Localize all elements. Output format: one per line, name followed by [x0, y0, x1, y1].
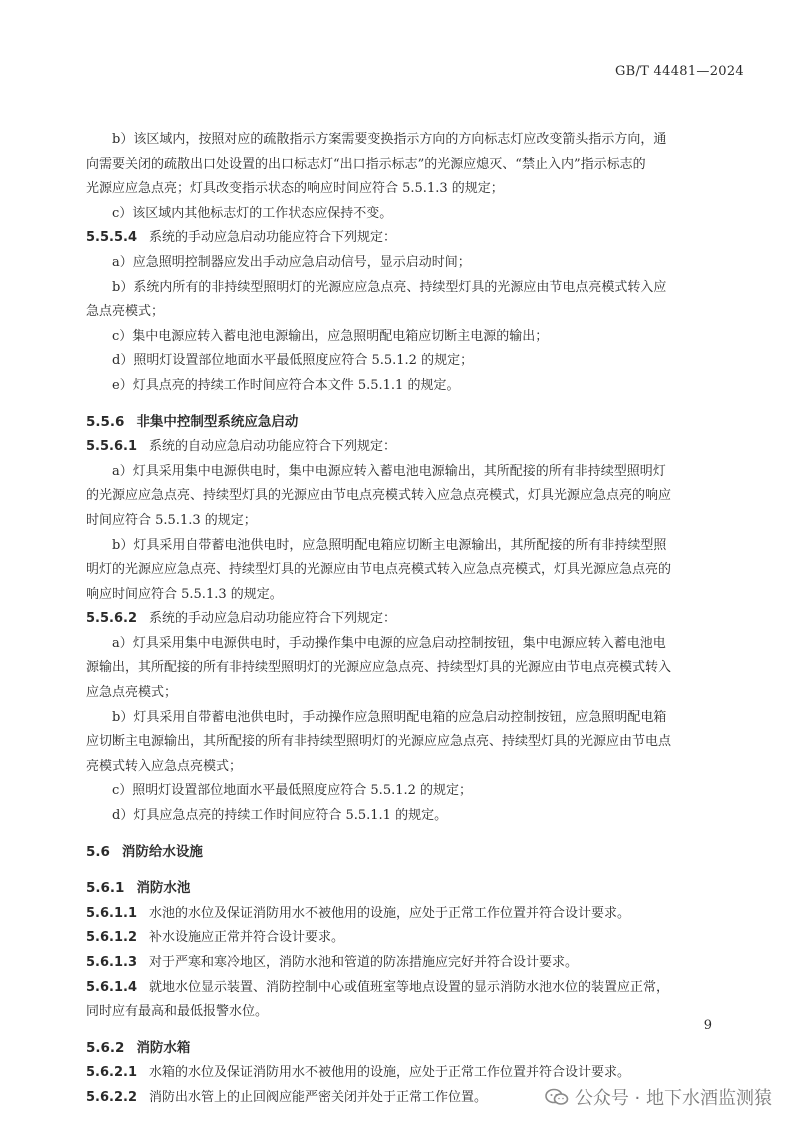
document-body	[86, 128, 738, 1111]
paragraph-line: c）照明灯设置部位地面水平最低照度应符合 5.5.1.2 的规定；	[112, 783, 473, 799]
paragraph-line: 急点亮模式；	[86, 304, 165, 320]
paragraph-line: 同时应有最高和最低报警水位。	[86, 1004, 269, 1020]
paragraph-line: 光源应应急点亮；灯具改变指示状态的响应时间应符合 5.5.1.3 的规定；	[86, 181, 504, 197]
clause-line	[86, 607, 738, 632]
clause-line	[86, 951, 738, 976]
section-heading-number: 5.6.2	[86, 1039, 125, 1056]
clause-line	[86, 902, 738, 927]
clause-number: 5.6.1.4	[86, 979, 137, 995]
section-heading-number: 5.5.6	[86, 413, 125, 430]
clause-number: 5.6.1.2	[86, 930, 137, 946]
paragraph-line: 响应时间应符合 5.5.1.3 的规定。	[86, 586, 283, 602]
section-heading-title: 消防水箱	[136, 1039, 191, 1056]
clause-text: 消防出水管上的止回阀应能严密关闭并处于正常工作位置。	[149, 1089, 488, 1105]
section-heading-number: 5.6.1	[86, 880, 125, 897]
clause-text: 水池的水位及保证消防用水不被他用的设施，应处于正常工作位置并符合设计要求。	[149, 905, 631, 921]
section-heading	[86, 840, 738, 866]
clause-number: 5.5.6.2	[86, 611, 137, 627]
clause-line	[86, 976, 738, 1001]
paragraph-line: 的光源应应急点亮、持续型灯具的光源应由节电点亮模式转入应急点亮模式，灯具光源应急点亮的响应	[86, 488, 672, 504]
clause-number: 5.5.6.1	[86, 439, 137, 455]
section-heading-title: 消防给水设施	[121, 843, 203, 860]
wechat-icon	[545, 1088, 569, 1106]
section-heading-title: 非集中控制型系统应急启动	[136, 413, 299, 430]
paragraph-line: 向需要关闭的疏散出口处设置的出口标志灯“出口指示标志”的光源应熄灭、“禁止入内”指示标志的	[86, 156, 646, 172]
paragraph-line: 明灯的光源应应急点亮、持续型灯具的光源应由节电点亮模式转入应急点亮模式，灯具光源应急点亮的	[86, 562, 672, 578]
clause-text: 系统的手动应急启动功能应符合下列规定：	[149, 230, 397, 246]
section-heading-number: 5.6	[86, 843, 110, 860]
paragraph-line: 应切断主电源输出，其所配接的所有非持续型照明灯的光源应应急点亮、持续型灯具的光源应由节电点	[86, 734, 672, 750]
paragraph-line: a）应急照明控制器应发出手动应急启动信号，显示启动时间；	[112, 254, 471, 270]
paragraph-line: c）该区域内其他标志灯的工作状态应保持不变。	[112, 205, 393, 221]
section-heading	[86, 410, 738, 436]
paragraph-line: b）该区域内，按照对应的疏散指示方案需要变换指示方向的方向标志灯应改变箭头指示方向，通	[112, 132, 667, 147]
clause-number: 5.6.1.1	[86, 905, 137, 921]
section-heading	[86, 1036, 738, 1062]
paragraph-line: 源输出，其所配接的所有非持续型照明灯的光源应应急点亮、持续型灯具的光源应由节电点亮模式转入	[86, 660, 672, 676]
clause-line	[86, 435, 738, 460]
paragraph-line: 应急点亮模式；	[86, 685, 178, 701]
paragraph-line: b）系统内所有的非持续型照明灯的光源应应急点亮、持续型灯具的光源应由节电点亮模式转入应	[112, 279, 667, 295]
paragraph-line: b）灯具采用自带蓄电池供电时，应急照明配电箱应切断主电源输出，其所配接的所有非持续型照	[112, 537, 667, 553]
clause-text: 系统的手动应急启动功能应符合下列规定：	[149, 611, 397, 627]
paragraph-line: a）灯具采用集中电源供电时，手动操作集中电源的应急启动控制按钮，集中电源应转入蓄电池电	[112, 635, 666, 651]
clause-text: 水箱的水位及保证消防用水不被他用的设施，应处于正常工作位置并符合设计要求。	[149, 1065, 631, 1081]
watermark	[545, 1084, 772, 1110]
watermark-text: 公众号 · 地下水酒监测猿	[574, 1088, 772, 1109]
paragraph-line: e）灯具点亮的持续工作时间应符合本文件 5.5.1.1 的规定。	[112, 377, 460, 393]
clause-line	[86, 226, 738, 251]
clause-text: 就地水位显示装置、消防控制中心或值班室等地点设置的显示消防水池水位的装置应正常，	[149, 979, 670, 995]
paragraph-line: a）灯具采用集中电源供电时，集中电源应转入蓄电池电源输出，其所配接的所有非持续型照明灯	[112, 463, 666, 479]
clause-number: 5.5.5.4	[86, 230, 137, 246]
paragraph-line: 亮模式转入应急点亮模式；	[86, 758, 243, 774]
section-heading	[86, 876, 738, 902]
clause-number: 5.6.1.3	[86, 955, 137, 970]
paragraph-line: 时间应符合 5.5.1.3 的规定；	[86, 512, 257, 528]
clause-text: 对于严寒和寒冷地区，消防水池和管道的防冻措施应完好并符合设计要求。	[149, 955, 579, 970]
paragraph-line: b）灯具采用自带蓄电池供电时，手动操作应急照明配电箱的应急启动控制按钮，应急照明配电箱	[112, 709, 667, 725]
paragraph-line: c）集中电源应转入蓄电池电源输出，应急照明配电箱应切断主电源的输出；	[112, 328, 549, 344]
clause-line	[86, 926, 738, 951]
clause-text: 补水设施应正常并符合设计要求。	[149, 930, 345, 946]
paragraph-line: d）灯具应急点亮的持续工作时间应符合 5.5.1.1 的规定。	[112, 808, 448, 824]
clause-line	[86, 1061, 738, 1086]
clause-number: 5.6.2.1	[86, 1065, 137, 1081]
clause-text: 系统的自动应急启动功能应符合下列规定：	[149, 439, 397, 455]
standard-number: GB/T 44481—2024	[614, 64, 744, 79]
page-number: 9	[703, 1018, 712, 1033]
section-heading-title: 消防水池	[136, 880, 191, 897]
paragraph-line: d）照明灯设置部位地面水平最低照度应符合 5.5.1.2 的规定；	[112, 353, 474, 369]
clause-number: 5.6.2.2	[86, 1089, 137, 1105]
